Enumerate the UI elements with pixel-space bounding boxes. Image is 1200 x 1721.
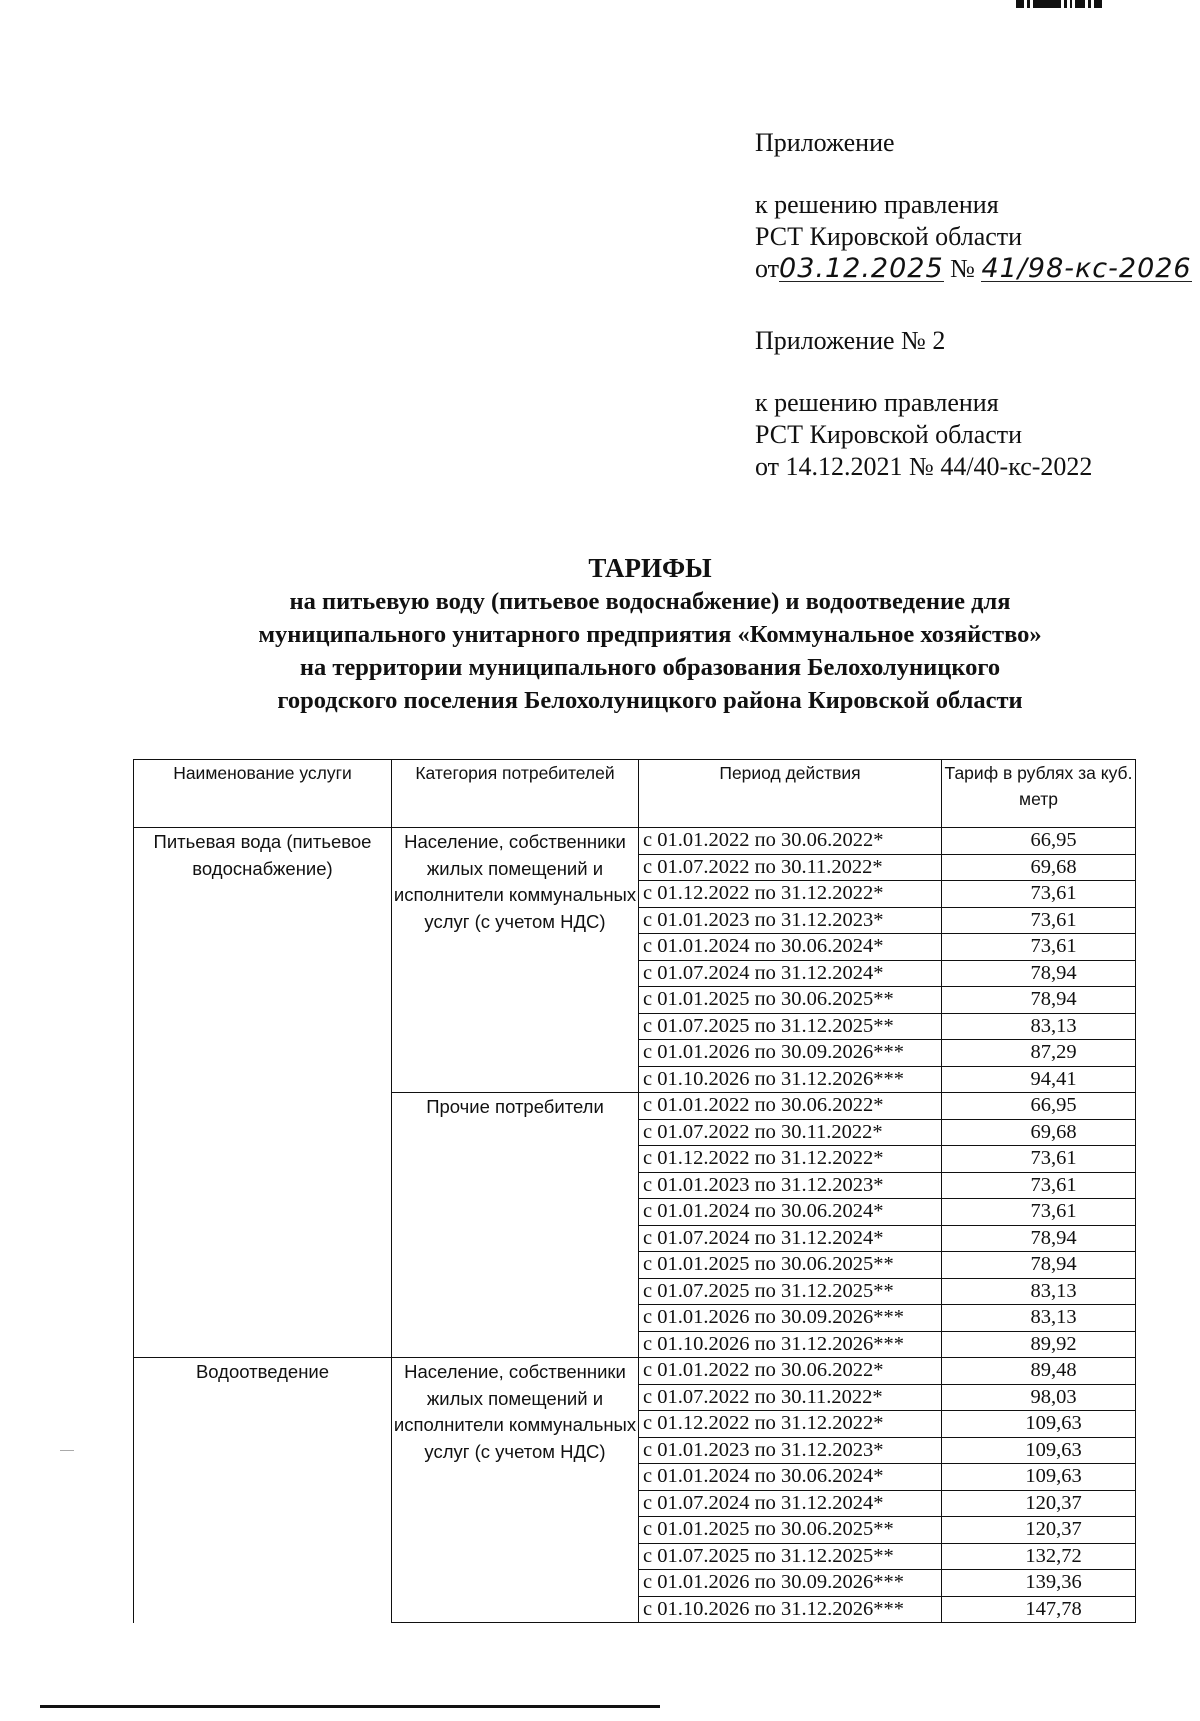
tariff-value-cell: 89,48 [942, 1358, 1136, 1385]
period-cell: с 01.07.2025 по 31.12.2025** [639, 1543, 942, 1570]
period-cell: с 01.01.2022 по 30.06.2022* [639, 1093, 942, 1120]
tariff-value-cell: 66,95 [942, 828, 1136, 855]
title-line-4: городского поселения Белохолуницкого района Кировской области [277, 687, 1023, 714]
consumer-category-cell: Прочие потребители [392, 1093, 639, 1358]
tariff-value-cell: 89,92 [942, 1331, 1136, 1358]
document-title [130, 552, 1170, 717]
scan-margin-tick [60, 1450, 74, 1451]
tariff-value-cell: 69,68 [942, 1119, 1136, 1146]
tariff-value-cell: 73,61 [942, 934, 1136, 961]
appendix-2-title: Приложение № 2 [755, 326, 946, 355]
period-cell: с 01.07.2022 по 30.11.2022* [639, 1119, 942, 1146]
period-cell: с 01.01.2025 по 30.06.2025** [639, 1517, 942, 1544]
date-prefix: от [755, 254, 780, 283]
period-cell: с 01.07.2025 по 31.12.2025** [639, 1278, 942, 1305]
tariff-value-cell: 83,13 [942, 1013, 1136, 1040]
service-name-cell: Водоотведение [134, 1358, 392, 1623]
period-cell: с 01.01.2023 по 31.12.2023* [639, 907, 942, 934]
period-cell: с 01.07.2022 по 30.11.2022* [639, 1384, 942, 1411]
header-category: Категория потребителей [392, 760, 639, 828]
period-cell: с 01.01.2024 по 30.06.2024* [639, 1199, 942, 1226]
tariff-value-cell: 73,61 [942, 881, 1136, 908]
title-line-2: муниципального унитарного предприятия «Коммунальное хозяйство» [258, 621, 1042, 648]
handwritten-date: 03.12.2025 [779, 253, 944, 284]
header-period: Период действия [639, 760, 942, 828]
appendix-2-date-number-line: от 14.12.2021 № 44/40-кс-2022 [755, 452, 1093, 481]
table-row [134, 828, 1136, 855]
title-line-1: на питьевую воду (питьевое водоснабжение) и водоотведение для [289, 588, 1011, 615]
period-cell: с 01.01.2024 по 30.06.2024* [639, 1464, 942, 1491]
tariff-value-cell: 66,95 [942, 1093, 1136, 1120]
period-cell: с 01.01.2026 по 30.09.2026*** [639, 1570, 942, 1597]
tariff-value-cell: 73,61 [942, 1146, 1136, 1173]
scan-bottom-rule [40, 1705, 660, 1708]
appendix-block-original [755, 325, 1092, 483]
tariff-value-cell: 83,13 [942, 1305, 1136, 1332]
tariff-value-cell: 78,94 [942, 987, 1136, 1014]
period-cell: с 01.07.2024 по 31.12.2024* [639, 1225, 942, 1252]
period-cell: с 01.01.2026 по 30.09.2026*** [639, 1305, 942, 1332]
period-cell: с 01.10.2026 по 31.12.2026*** [639, 1331, 942, 1358]
title-main: ТАРИФЫ [588, 553, 712, 583]
period-cell: с 01.07.2025 по 31.12.2025** [639, 1013, 942, 1040]
tariff-value-cell: 109,63 [942, 1464, 1136, 1491]
tariff-value-cell: 120,37 [942, 1490, 1136, 1517]
appendix-date-number-line [755, 253, 1192, 285]
period-cell: с 01.10.2026 по 31.12.2026*** [639, 1066, 942, 1093]
appendix-2-authority-line: РСТ Кировской области [755, 420, 1023, 449]
appendix-authority-line: РСТ Кировской области [755, 222, 1023, 251]
period-cell: с 01.01.2022 по 30.06.2022* [639, 828, 942, 855]
tariff-value-cell: 78,94 [942, 960, 1136, 987]
number-prefix: № [950, 254, 975, 283]
tariff-value-cell: 109,63 [942, 1411, 1136, 1438]
tariff-value-cell: 139,36 [942, 1570, 1136, 1597]
handwritten-number: 41/98-кс-2026 [981, 253, 1192, 284]
title-line-3: на территории муниципального образования Белохолуницкого [299, 654, 1001, 681]
appendix-block-current [755, 127, 1192, 285]
tariff-value-cell: 78,94 [942, 1225, 1136, 1252]
tariff-value-cell: 147,78 [942, 1596, 1136, 1623]
period-cell: с 01.01.2026 по 30.09.2026*** [639, 1040, 942, 1067]
consumer-category-cell: Население, собственники жилых помещений и исполнители коммунальных услуг (с учетом НДС) [392, 828, 639, 1093]
table-header-row [134, 760, 1136, 828]
tariff-value-cell: 78,94 [942, 1252, 1136, 1279]
scan-artifact-mark [1016, 0, 1126, 8]
tariff-value-cell: 120,37 [942, 1517, 1136, 1544]
tariff-value-cell: 73,61 [942, 1172, 1136, 1199]
period-cell: с 01.12.2022 по 31.12.2022* [639, 1411, 942, 1438]
header-service: Наименование услуги [134, 760, 392, 828]
tariff-value-cell: 94,41 [942, 1066, 1136, 1093]
tariff-value-cell: 73,61 [942, 907, 1136, 934]
tariff-table-body [134, 828, 1136, 1623]
period-cell: с 01.01.2023 по 31.12.2023* [639, 1172, 942, 1199]
period-cell: с 01.01.2024 по 30.06.2024* [639, 934, 942, 961]
tariff-value-cell: 69,68 [942, 854, 1136, 881]
tariff-table [133, 759, 1136, 1623]
service-name-cell: Питьевая вода (питьевое водоснабжение) [134, 828, 392, 1358]
header-tariff: Тариф в рублях за куб. метр [942, 760, 1136, 828]
tariff-value-cell: 109,63 [942, 1437, 1136, 1464]
tariff-value-cell: 83,13 [942, 1278, 1136, 1305]
period-cell: с 01.12.2022 по 31.12.2022* [639, 1146, 942, 1173]
period-cell: с 01.01.2023 по 31.12.2023* [639, 1437, 942, 1464]
tariff-value-cell: 73,61 [942, 1199, 1136, 1226]
appendix-title: Приложение [755, 128, 895, 157]
appendix-2-decision-line: к решению правления [755, 388, 999, 417]
period-cell: с 01.01.2025 по 30.06.2025** [639, 1252, 942, 1279]
appendix-decision-line: к решению правления [755, 190, 999, 219]
tariff-value-cell: 87,29 [942, 1040, 1136, 1067]
table-row [134, 1358, 1136, 1385]
period-cell: с 01.10.2026 по 31.12.2026*** [639, 1596, 942, 1623]
tariff-value-cell: 98,03 [942, 1384, 1136, 1411]
tariff-value-cell: 132,72 [942, 1543, 1136, 1570]
period-cell: с 01.07.2024 по 31.12.2024* [639, 960, 942, 987]
period-cell: с 01.01.2022 по 30.06.2022* [639, 1358, 942, 1385]
period-cell: с 01.07.2022 по 30.11.2022* [639, 854, 942, 881]
period-cell: с 01.07.2024 по 31.12.2024* [639, 1490, 942, 1517]
period-cell: с 01.12.2022 по 31.12.2022* [639, 881, 942, 908]
consumer-category-cell: Население, собственники жилых помещений и исполнители коммунальных услуг (с учетом НДС) [392, 1358, 639, 1623]
period-cell: с 01.01.2025 по 30.06.2025** [639, 987, 942, 1014]
